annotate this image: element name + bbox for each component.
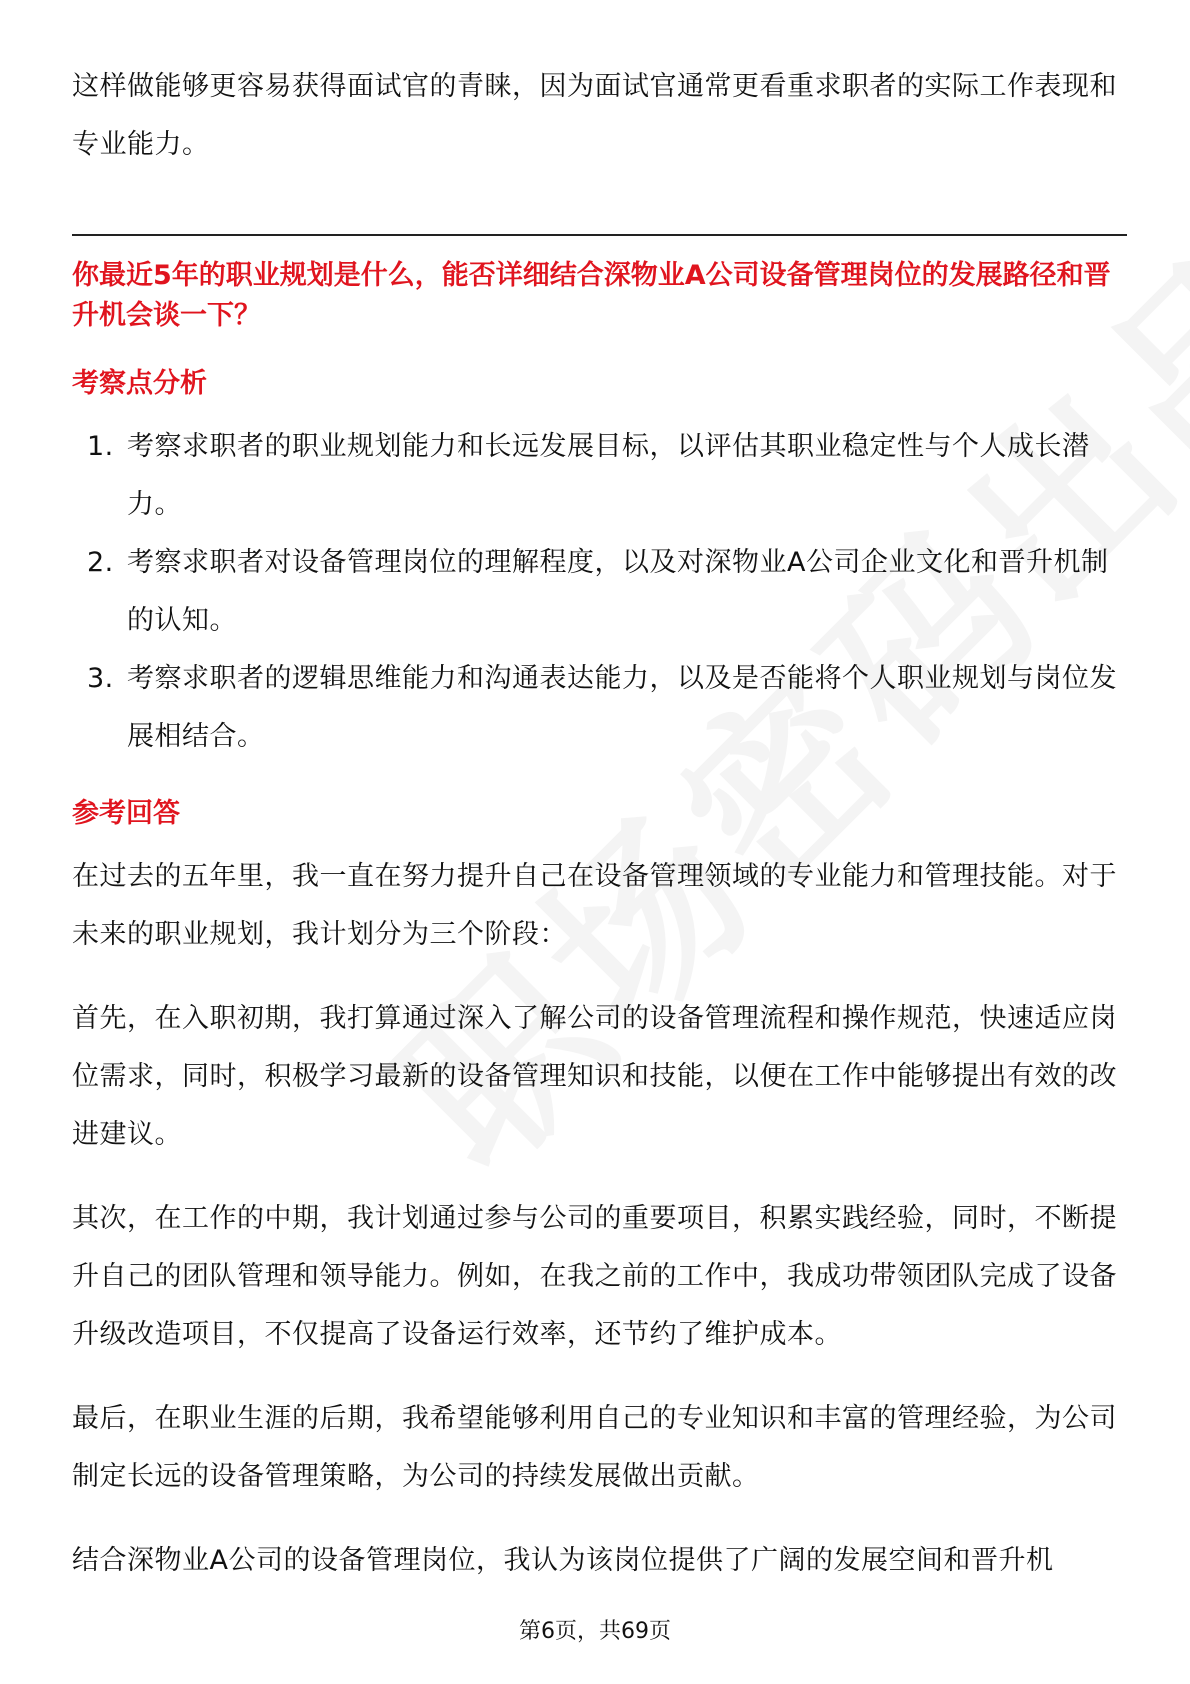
answer-paragraph-block bbox=[72, 848, 1127, 964]
list-item bbox=[72, 418, 1127, 534]
intro-paragraph: 这样做能够更容易获得面试官的青睐，因为面试官通常更看重求职者的实际工作表现和专业能力。 bbox=[72, 71, 1117, 160]
analysis-list bbox=[72, 418, 1127, 766]
analysis-heading: 考察点分析 bbox=[72, 368, 207, 399]
list-item bbox=[72, 650, 1127, 766]
answer-paragraph: 最后，在职业生涯的后期，我希望能够利用自己的专业知识和丰富的管理经验，为公司制定长远的设备管理策略，为公司的持续发展做出贡献。 bbox=[72, 1403, 1117, 1492]
list-item-number: 1. bbox=[87, 431, 114, 462]
list-item-number: 3. bbox=[87, 663, 114, 694]
answer-paragraph-block bbox=[72, 1190, 1127, 1364]
page-number-footer: 第6页，共69页 bbox=[519, 1619, 671, 1644]
answer-heading: 参考回答 bbox=[72, 798, 180, 829]
answer-paragraph-block bbox=[72, 1390, 1127, 1506]
list-item-text: 考察求职者对设备管理岗位的理解程度，以及对深物业A公司企业文化和晋升机制的认知。 bbox=[127, 547, 1109, 636]
answer-paragraph-block bbox=[72, 1532, 1127, 1590]
answer-paragraph: 在过去的五年里，我一直在努力提升自己在设备管理领域的专业能力和管理技能。对于未来的职业规划，我计划分为三个阶段： bbox=[72, 861, 1117, 950]
page-content bbox=[72, 58, 1127, 1616]
answer-paragraph: 首先，在入职初期，我打算通过深入了解公司的设备管理流程和操作规范，快速适应岗位需求，同时，积极学习最新的设备管理知识和技能，以便在工作中能够提出有效的改进建议。 bbox=[72, 1003, 1117, 1150]
answer-paragraph-block bbox=[72, 990, 1127, 1164]
list-item bbox=[72, 534, 1127, 650]
section-divider bbox=[72, 234, 1127, 236]
list-item-text: 考察求职者的逻辑思维能力和沟通表达能力，以及是否能将个人职业规划与岗位发展相结合。 bbox=[127, 663, 1117, 752]
answer-paragraph: 其次，在工作的中期，我计划通过参与公司的重要项目，积累实践经验，同时，不断提升自己的团队管理和领导能力。例如，在我之前的工作中，我成功带领团队完成了设备升级改造项目，不仅提高了设备运行效率，还节约了维护成本。 bbox=[72, 1203, 1117, 1350]
list-item-number: 2. bbox=[87, 547, 114, 578]
answer-paragraph: 结合深物业A公司的设备管理岗位，我认为该岗位提供了广阔的发展空间和晋升机 bbox=[72, 1545, 1054, 1576]
interview-question: 你最近5年的职业规划是什么，能否详细结合深物业A公司设备管理岗位的发展路径和晋升机会谈一下？ bbox=[72, 260, 1111, 331]
list-item-text: 考察求职者的职业规划能力和长远发展目标，以评估其职业稳定性与个人成长潜力。 bbox=[127, 431, 1090, 520]
